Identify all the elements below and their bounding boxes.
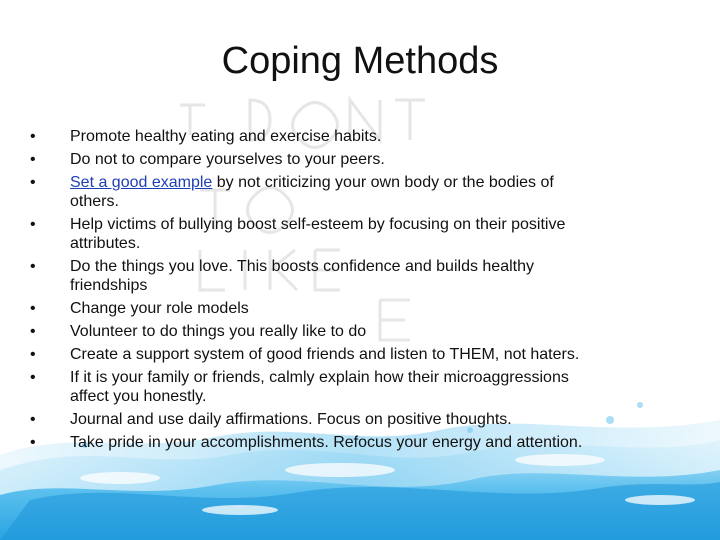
bullet-item xyxy=(30,433,710,452)
bullet-dot-icon: • xyxy=(30,174,36,191)
bullet-text: Take pride in your accomplishments. Refocus your energy and attention. xyxy=(70,434,583,451)
bullet-dot-icon: • xyxy=(30,323,36,340)
bullet-item xyxy=(30,299,710,318)
bullet-text-continued: affect you honestly. xyxy=(70,388,207,405)
bullet-dot-icon: • xyxy=(30,346,36,363)
bullet-text-continued: attributes. xyxy=(70,235,141,252)
bullet-text-continued: others. xyxy=(70,193,119,210)
bullet-text-continued: friendships xyxy=(70,277,148,294)
bullet-text: Create a support system of good friends and listen to THEM, not haters. xyxy=(70,346,580,363)
bullet-dot-icon: • xyxy=(30,258,36,275)
bullet-item xyxy=(30,410,710,429)
bullet-item xyxy=(30,322,710,341)
bullet-text: Do the things you love. This boosts confidence and builds healthy xyxy=(70,258,534,275)
bullet-text: If it is your family or friends, calmly explain how their microaggressions xyxy=(70,369,569,386)
set-good-example-link[interactable]: Set a good example xyxy=(70,174,213,191)
bullet-dot-icon: • xyxy=(30,128,36,145)
bullet-text: Volunteer to do things you really like to do xyxy=(70,323,367,340)
bullet-dot-icon: • xyxy=(30,434,36,451)
bullet-item xyxy=(30,345,710,364)
slide-title: Coping Methods xyxy=(221,40,499,82)
bullet-item xyxy=(30,368,710,406)
bullet-dot-icon: • xyxy=(30,411,36,428)
bullet-dot-icon: • xyxy=(30,216,36,233)
bullet-text: Do not to compare yourselves to your peers. xyxy=(70,151,385,168)
bullet-item xyxy=(30,257,710,295)
bullet-item xyxy=(30,150,710,169)
bullet-text: Change your role models xyxy=(70,300,249,317)
bullet-text: Help victims of bullying boost self-esteem by focusing on their positive xyxy=(70,216,566,233)
bullet-text: Journal and use daily affirmations. Focus on positive thoughts. xyxy=(70,411,512,428)
bullet-item xyxy=(30,215,710,253)
bullet-text: Promote healthy eating and exercise habits. xyxy=(70,128,382,145)
bullet-item xyxy=(30,173,710,211)
bullet-list xyxy=(30,127,710,456)
bullet-dot-icon: • xyxy=(30,151,36,168)
bullet-dot-icon: • xyxy=(30,300,36,317)
bullet-dot-icon: • xyxy=(30,369,36,386)
bullet-item xyxy=(30,127,710,146)
bullet-text: by not criticizing your own body or the bodies of xyxy=(212,174,554,191)
